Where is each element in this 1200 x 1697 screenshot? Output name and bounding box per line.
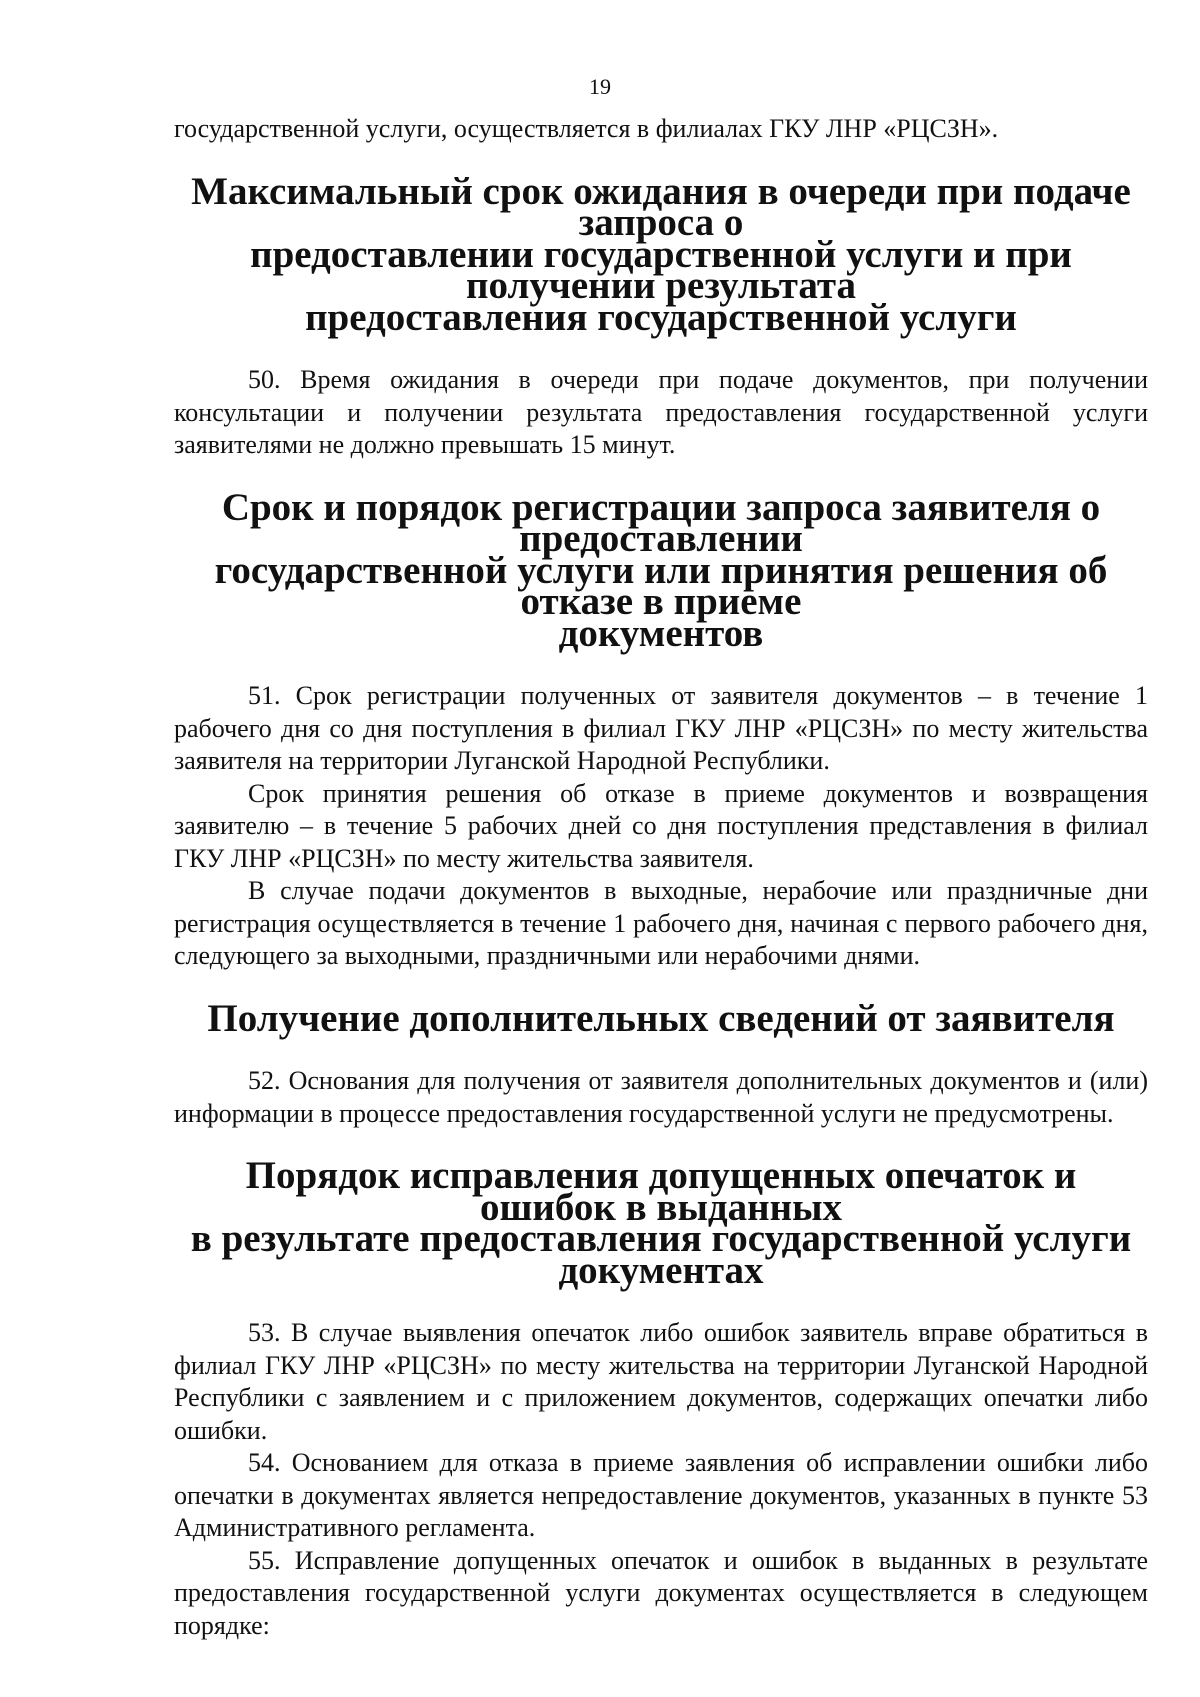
section-heading-waiting-time bbox=[174, 169, 1148, 339]
heading-line: государственной услуги или принятия решения об отказе в приеме bbox=[214, 548, 1108, 623]
heading-line: Получение дополнительных сведений от заявителя bbox=[207, 996, 1115, 1040]
heading-line: Максимальный срок ожидания в очереди при подаче запроса о bbox=[191, 169, 1131, 244]
paragraph-item-54: 54. Основанием для отказа в приеме заявления об исправлении ошибки либо опечатки в документах является непредоставление документов, указанных в пункте 53 Административного регламента. bbox=[174, 1448, 1148, 1542]
paragraph-item-51: 51. Срок регистрации полученных от заявителя документов – в течение 1 рабочего дня со дня поступления в филиал ГКУ ЛНР «РЦСЗН» по месту жительства заявителя на территории Луганской Народной Республики. bbox=[174, 681, 1148, 775]
paragraph-holiday-registration: В случае подачи документов в выходные, нерабочие или праздничные дни регистрация осуществляется в течение 1 рабочего дня, начиная с первого рабочего дня, следующего за выходными, праздничными или нерабочими днями. bbox=[174, 876, 1148, 970]
heading-line: документов bbox=[558, 611, 764, 655]
paragraph-continuation: государственной услуги, осуществляется в филиалах ГКУ ЛНР «РЦСЗН». bbox=[174, 114, 999, 143]
paragraph-item-50: 50. Время ожидания в очереди при подаче документов, при получении консультации и получении результата предоставления государственной услуги заявителями не должно превышать 15 минут. bbox=[174, 365, 1148, 459]
paragraph-refusal-term: Срок принятия решения об отказе в приеме документов и возвращения заявителю – в течение 5 рабочих дней со дня поступления представления в филиал ГКУ ЛНР «РЦСЗН» по месту жительства заявителя. bbox=[174, 778, 1148, 873]
paragraph-item-53: 53. В случае выявления опечаток либо ошибок заявитель вправе обратиться в филиал ГКУ ЛНР «РЦСЗН» по месту жительства на территории Луганской Народной Республики с заявлением и с приложением документов, содержащих опечатки либо ошибки. bbox=[174, 1318, 1148, 1445]
section-heading-additional-info bbox=[174, 996, 1148, 1040]
heading-line: предоставлении государственной услуги и при получении результата bbox=[250, 232, 1072, 307]
heading-line: Срок и порядок регистрации запроса заявителя о предоставлении bbox=[221, 485, 1101, 560]
page-number: 19 bbox=[589, 74, 611, 99]
paragraph-item-52: 52. Основания для получения от заявителя дополнительных документов и (или) информации в процессе предоставления государственной услуги не предусмотрены. bbox=[174, 1066, 1148, 1128]
heading-line: предоставления государственной услуги bbox=[305, 295, 1017, 339]
paragraph-item-55: 55. Исправление допущенных опечаток и ошибок в выданных в результате предоставления государственной услуги документах осуществляется в следующем порядке: bbox=[174, 1545, 1148, 1640]
document-body bbox=[174, 113, 1148, 1642]
heading-line: Порядок исправления допущенных опечаток и ошибок в выданных bbox=[245, 1154, 1077, 1229]
section-heading-error-correction bbox=[174, 1154, 1148, 1292]
heading-line: в результате предоставления государственной услуги документах bbox=[190, 1217, 1132, 1292]
section-heading-registration bbox=[174, 485, 1148, 655]
